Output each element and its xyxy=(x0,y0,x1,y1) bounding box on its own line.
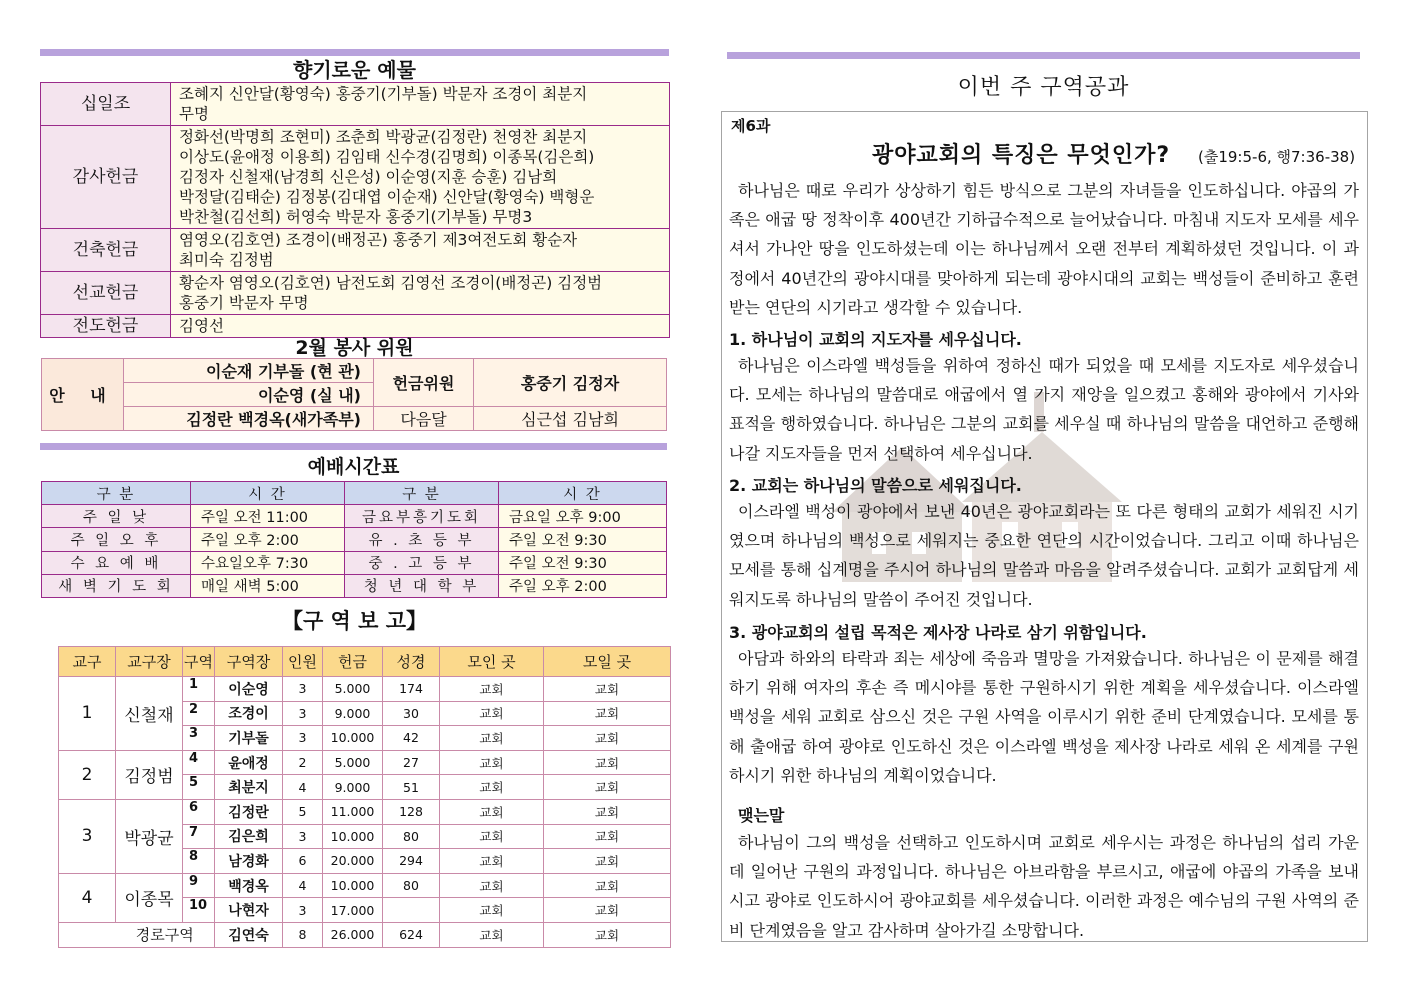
meet-place: 교회 xyxy=(544,701,671,726)
offering-name-line: 조혜지 신안달(황영숙) 홍중기(기부돌) 박문자 조경이 최분지 xyxy=(179,85,588,103)
offering-amount: 10.000 xyxy=(323,726,383,751)
district-report-table xyxy=(58,646,671,948)
offering-committee-names: 홍중기 김정자 xyxy=(474,359,667,407)
lesson-number: 제6과 xyxy=(731,117,771,135)
offering-name-line: 무명 xyxy=(179,105,209,123)
volunteer-row xyxy=(42,359,667,383)
district-leader: 윤애정 xyxy=(215,750,283,775)
schedule-row xyxy=(42,574,667,597)
service-name: 유 . 초 등 부 xyxy=(345,528,499,551)
met-place: 교회 xyxy=(440,677,544,702)
offering-name-line: 홍중기 박문자 무명 xyxy=(179,294,309,312)
attendance: 5 xyxy=(283,799,323,824)
guide-names: 김정란 백경옥(새가족부) xyxy=(124,407,374,431)
meet-place: 교회 xyxy=(544,750,671,775)
offering-amount: 5.000 xyxy=(323,750,383,775)
parish-leader: 신철재 xyxy=(116,677,183,751)
offering-amount: 9.000 xyxy=(323,775,383,800)
district-header-row xyxy=(59,647,671,677)
met-place: 교회 xyxy=(440,873,544,898)
attendance: 3 xyxy=(283,701,323,726)
district-number: 2 xyxy=(183,701,215,726)
offering-amount: 10.000 xyxy=(323,824,383,849)
district-number: 3 xyxy=(183,726,215,751)
district-header: 모일 곳 xyxy=(544,647,671,677)
guide-names: 이순재 기부돌 (현 관) xyxy=(124,359,374,383)
schedule-accent-bar xyxy=(40,443,667,450)
meet-place: 교회 xyxy=(544,677,671,702)
district-number: 10 xyxy=(183,898,215,923)
district-leader: 나현자 xyxy=(215,898,283,923)
offering-category: 십일조 xyxy=(41,83,171,126)
offering-name-line: 최미숙 김정범 xyxy=(179,251,274,269)
lesson-point-body: 아담과 하와의 타락과 죄는 세상에 죽음과 멸망을 가져왔습니다. 하나님은 이 문제를 해결하기 위해 여자의 후손 즉 메시야를 통한 구원하시기 위한 계획을 세우셨습니다. 이스라엘 백성을 세워 교회로 삼으신 것은 구원 사역을 이루시기 위한 준비 단계였습니다. 모세를 통해 출애굽 하여 광야로 인도하신 것은 이스라엘 백성을 제사장 나라로 세워 온 세계를 구원하시기 위한 하나님의 계획이었습니다. xyxy=(729,649,1359,785)
schedule-row xyxy=(42,551,667,574)
volunteer-row xyxy=(42,407,667,431)
district-leader: 기부돌 xyxy=(215,726,283,751)
offering-row xyxy=(41,272,670,315)
schedule-row xyxy=(42,505,667,528)
district-leader: 조경이 xyxy=(215,701,283,726)
district-header: 구역 xyxy=(183,647,215,677)
meet-place: 교회 xyxy=(544,873,671,898)
met-place: 교회 xyxy=(440,898,544,923)
empty-cell xyxy=(59,922,116,947)
meet-place: 교회 xyxy=(544,799,671,824)
schedule-row xyxy=(42,528,667,551)
schedule-header-row xyxy=(42,482,667,505)
service-time: 수요일오후 7:30 xyxy=(191,551,345,574)
lesson-conclusion-body: 하나님이 그의 백성을 선택하고 인도하시며 교회로 세우시는 과정은 하나님의 섭리 가운데 일어난 구원의 과정입니다. 하나님은 아브라함을 부르시고, 애굽에 야곱의 가족을 보내시고 광야로 인도하시어 광야교회를 세우셨습니다. 이러한 과정은 예수님의 구원 사역의 준비 단계였음을 알고 감사하며 살아가길 소망합니다. xyxy=(729,833,1359,940)
district-row xyxy=(59,799,671,824)
service-time: 주일 오전 11:00 xyxy=(191,505,345,528)
district-title: 【구 역 보 고】 xyxy=(281,609,428,633)
offering-category: 감사헌금 xyxy=(41,126,171,229)
offerings-table xyxy=(40,82,670,338)
offering-names xyxy=(171,126,670,229)
volunteers-title: 2월 봉사 위원 xyxy=(295,337,414,359)
meet-place: 교회 xyxy=(544,922,671,947)
offering-amount: 17.000 xyxy=(323,898,383,923)
district-leader: 김연숙 xyxy=(215,922,283,947)
offering-category: 건축헌금 xyxy=(41,229,171,272)
service-name: 중 . 고 등 부 xyxy=(345,551,499,574)
met-place: 교회 xyxy=(440,849,544,874)
offering-amount: 10.000 xyxy=(323,873,383,898)
lesson-point-heading: 3. 광야교회의 설립 목적은 제사장 나라로 삼기 위함입니다. xyxy=(729,623,1147,642)
offering-committee-label: 헌금위원 xyxy=(374,359,474,407)
lesson-conclusion-heading: 맺는말 xyxy=(738,806,785,825)
lesson-point-body: 하나님은 이스라엘 백성들을 위하여 정하신 때가 되었을 때 모세를 지도자로 세우셨습니다. 모세는 하나님의 말씀대로 애굽에서 열 가지 재앙을 일으켰고 홍해와 광야에서 기사와 표적을 행하였습니다. 하나님은 그분의 교회를 세우실 때 하나님의 말씀을 대언하고 준행해 나갈 지도자들을 먼저 선택하여 세우십니다. xyxy=(729,356,1359,463)
bible-reading: 42 xyxy=(383,726,440,751)
district-leader: 최분지 xyxy=(215,775,283,800)
service-name: 새 벽 기 도 회 xyxy=(42,574,191,597)
attendance: 3 xyxy=(283,726,323,751)
parish-number: 1 xyxy=(59,677,116,751)
met-place: 교회 xyxy=(440,824,544,849)
district-header: 인원 xyxy=(283,647,323,677)
bible-reading: 30 xyxy=(383,701,440,726)
service-name: 금요부흥기도회 xyxy=(345,505,499,528)
elder-district-label: 경로구역 xyxy=(116,922,215,947)
bible-reading: 80 xyxy=(383,824,440,849)
guide-label: 안 내 xyxy=(42,359,124,431)
attendance: 4 xyxy=(283,873,323,898)
volunteers-table xyxy=(41,358,667,431)
service-name: 주 일 낮 xyxy=(42,505,191,528)
service-name: 청 년 대 학 부 xyxy=(345,574,499,597)
lesson-section-title: 이번 주 구역공과 xyxy=(957,75,1130,100)
offering-name-line: 박정달(김태순) 김정봉(김대엽 이순재) 신안달(황영숙) 백형운 xyxy=(179,188,595,206)
attendance: 3 xyxy=(283,898,323,923)
attendance: 2 xyxy=(283,750,323,775)
service-name: 수 요 예 배 xyxy=(42,551,191,574)
district-leader: 남경화 xyxy=(215,849,283,874)
offering-row xyxy=(41,229,670,272)
offering-names xyxy=(171,272,670,315)
district-leader: 이순영 xyxy=(215,677,283,702)
schedule-table xyxy=(41,481,667,598)
offering-names xyxy=(171,229,670,272)
district-header: 교구장 xyxy=(116,647,183,677)
bible-reading: 174 xyxy=(383,677,440,702)
attendance: 3 xyxy=(283,677,323,702)
offerings-title: 향기로운 예물 xyxy=(293,58,416,82)
offering-name-line: 이상도(윤애정 이용희) 김임태 신수경(김명희) 이종목(김은희) xyxy=(179,148,595,166)
schedule-header: 시 간 xyxy=(499,482,667,505)
guide-names: 이순영 (실 내) xyxy=(124,383,374,407)
offering-amount: 26.000 xyxy=(323,922,383,947)
offering-row xyxy=(41,126,670,229)
met-place: 교회 xyxy=(440,799,544,824)
bible-reading: 624 xyxy=(383,922,440,947)
district-leader: 김정란 xyxy=(215,799,283,824)
service-time: 주일 오전 9:30 xyxy=(499,551,667,574)
schedule-title: 예배시간표 xyxy=(307,456,400,478)
district-number: 7 xyxy=(183,824,215,849)
bible-reading: 80 xyxy=(383,873,440,898)
lesson-point-body: 이스라엘 백성이 광야에서 보낸 40년은 광야교회라는 또 다른 형태의 교회가 세워진 시기였으며 하나님의 백성으로 세워지는 중요한 연단의 시간이었습니다. 그리고 이때 하나님은 모세를 통해 십계명을 주시어 하나님의 말씀과 마음을 알려주셨습니다. 교회가 교회답게 세워지도록 하나님의 말씀이 주어진 것입니다. xyxy=(729,502,1359,609)
next-month-names: 심근섭 김남희 xyxy=(474,407,667,431)
bible-reading: 51 xyxy=(383,775,440,800)
district-header: 모인 곳 xyxy=(440,647,544,677)
district-header: 교구 xyxy=(59,647,116,677)
district-row xyxy=(59,873,671,898)
district-header: 구역장 xyxy=(215,647,283,677)
offering-amount: 5.000 xyxy=(323,677,383,702)
district-number: 5 xyxy=(183,775,215,800)
meet-place: 교회 xyxy=(544,775,671,800)
service-name: 주 일 오 후 xyxy=(42,528,191,551)
parish-number: 4 xyxy=(59,873,116,922)
district-number: 1 xyxy=(183,677,215,702)
district-leader: 백경옥 xyxy=(215,873,283,898)
lesson-accent-bar xyxy=(727,52,1360,59)
met-place: 교회 xyxy=(440,726,544,751)
district-number: 6 xyxy=(183,799,215,824)
offering-amount: 20.000 xyxy=(323,849,383,874)
lesson-point-heading: 2. 교회는 하나님의 말씀으로 세워집니다. xyxy=(729,476,1022,495)
met-place: 교회 xyxy=(440,775,544,800)
lesson-reference: (출19:5-6, 행7:36-38) xyxy=(1198,148,1356,166)
lesson-point-heading: 1. 하나님이 교회의 지도자를 세우십니다. xyxy=(729,330,1022,349)
district-number: 4 xyxy=(183,750,215,775)
offering-row xyxy=(41,83,670,126)
service-time: 주일 오후 2:00 xyxy=(499,574,667,597)
meet-place: 교회 xyxy=(544,849,671,874)
offering-name-line: 김정자 신철재(남경희 신은성) 이순영(지훈 승훈) 김남희 xyxy=(179,168,558,186)
schedule-header: 시 간 xyxy=(191,482,345,505)
district-leader: 김은희 xyxy=(215,824,283,849)
offering-name-line: 정화선(박명희 조현미) 조춘희 박광균(김정란) 천영찬 최분지 xyxy=(179,128,588,146)
bible-reading: 294 xyxy=(383,849,440,874)
bible-reading: 128 xyxy=(383,799,440,824)
offering-category: 전도헌금 xyxy=(41,315,171,338)
offering-category: 선교헌금 xyxy=(41,272,171,315)
parish-leader: 이종목 xyxy=(116,873,183,922)
district-number: 9 xyxy=(183,873,215,898)
parish-leader: 박광균 xyxy=(116,799,183,873)
parish-leader: 김정범 xyxy=(116,750,183,799)
schedule-header: 구 분 xyxy=(42,482,191,505)
offering-names xyxy=(171,83,670,126)
offering-name-line: 김영선 xyxy=(179,317,224,335)
offering-amount: 11.000 xyxy=(323,799,383,824)
district-row xyxy=(59,750,671,775)
district-header: 성경 xyxy=(383,647,440,677)
offering-amount: 9.000 xyxy=(323,701,383,726)
met-place: 교회 xyxy=(440,750,544,775)
lesson-box xyxy=(721,111,1368,942)
lesson-title: 광야교회의 특징은 무엇인가? xyxy=(872,143,1171,168)
attendance: 6 xyxy=(283,849,323,874)
met-place: 교회 xyxy=(440,922,544,947)
service-time: 금요일 오후 9:00 xyxy=(499,505,667,528)
bible-reading xyxy=(383,898,440,923)
attendance: 3 xyxy=(283,824,323,849)
offering-name-line: 박찬철(김선희) 허영숙 박문자 홍중기(기부돌) 무명3 xyxy=(179,208,533,226)
offering-name-line: 염영오(김호연) 조경이(배정곤) 홍중기 제3여전도회 황순자 xyxy=(179,231,578,249)
meet-place: 교회 xyxy=(544,824,671,849)
district-number: 8 xyxy=(183,849,215,874)
attendance: 4 xyxy=(283,775,323,800)
district-row xyxy=(59,677,671,702)
service-time: 주일 오후 2:00 xyxy=(191,528,345,551)
schedule-header: 구 분 xyxy=(345,482,499,505)
next-month-label: 다음달 xyxy=(374,407,474,431)
service-time: 매일 새벽 5:00 xyxy=(191,574,345,597)
met-place: 교회 xyxy=(440,701,544,726)
district-header: 헌금 xyxy=(323,647,383,677)
parish-number: 2 xyxy=(59,750,116,799)
lesson-intro: 하나님은 때로 우리가 상상하기 힘든 방식으로 그분의 자녀들을 인도하십니다. 야곱의 가족은 애굽 땅 정착이후 400년간 기하급수적으로 늘어났습니다. 마침내 지도자 모세를 세우셔서 가나안 땅을 인도하셨는데 이는 하나님께서 오랜 전부터 계획하셨던 것입니다. 이 과정에서 40년간의 광야시대를 맞아하게 되는데 광야시대의 교회는 백성들이 준비하고 훈련받는 연단의 시기라고 생각할 수 있습니다. xyxy=(729,181,1359,317)
bible-reading: 27 xyxy=(383,750,440,775)
district-row xyxy=(59,922,671,947)
meet-place: 교회 xyxy=(544,898,671,923)
offering-name-line: 황순자 염영오(김호연) 남전도회 김영선 조경이(배정곤) 김정범 xyxy=(179,274,603,292)
service-time: 주일 오전 9:30 xyxy=(499,528,667,551)
attendance: 8 xyxy=(283,922,323,947)
parish-number: 3 xyxy=(59,799,116,873)
meet-place: 교회 xyxy=(544,726,671,751)
